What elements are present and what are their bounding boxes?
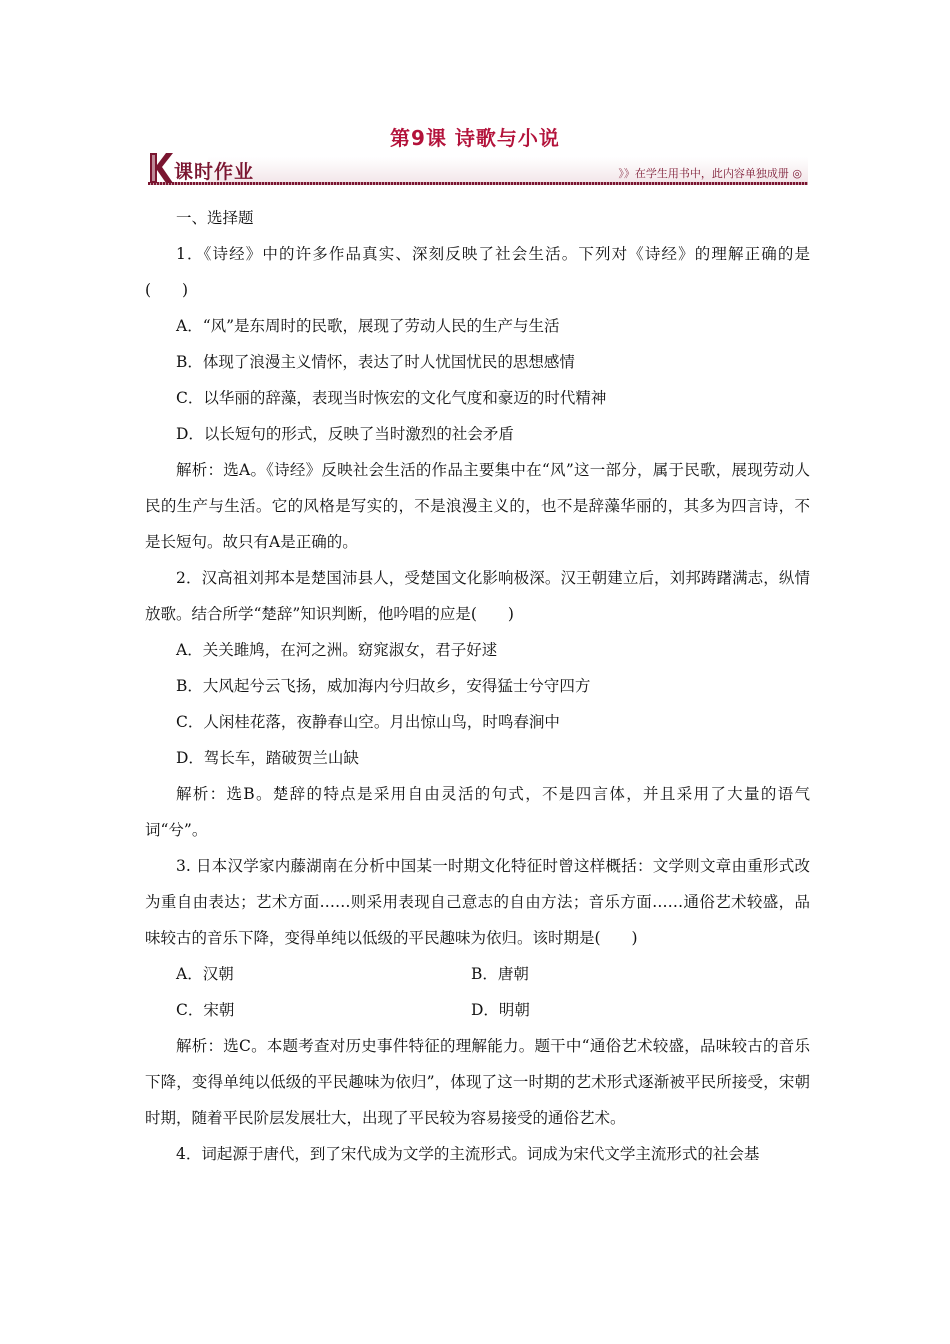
analysis: 解析：选A。《诗经》反映社会生活的作品主要集中在“风”这一部分，属于民歌，展现劳动人民的生产与生活。它的风格是写实的，不是浪漫主义的，也不是辞藻华丽的，其多为四言诗，不是长短句。故只有A是正确的。 [145,461,810,551]
option-a: A．汉朝 [176,965,234,983]
option-c: C．以华丽的辞藻，表现当时恢宏的文化气度和豪迈的时代精神 [176,389,607,407]
option-b: B．体现了浪漫主义情怀，表达了时人忧国忧民的思想感情 [176,353,575,371]
document-body [145,200,810,1172]
option-b: B．唐朝 [471,965,529,983]
option-c: C．宋朝 [176,1001,235,1019]
question-2 [145,560,810,848]
options-row [145,992,810,1028]
question-stem: 2．汉高祖刘邦本是楚国沛县人，受楚国文化影响极深。汉王朝建立后，刘邦踌躇满志，纵情放歌。结合所学“楚辞”知识判断，他吟唱的应是( ) [145,569,810,623]
option-d: D．以长短句的形式，反映了当时激烈的社会矛盾 [176,425,514,443]
option-c: C．人闲桂花落，夜静春山空。月出惊山鸟，时鸣春涧中 [176,713,560,731]
option-d: D．驾长车，踏破贺兰山缺 [176,749,359,767]
question-3 [145,848,810,1136]
question-stem: 1．《诗经》中的许多作品真实、深刻反映了社会生活。下列对《诗经》的理解正确的是( ) [145,245,810,299]
options-row [145,956,810,992]
question-1 [145,236,810,560]
question-stem: 4．词起源于唐代，到了宋代成为文学的主流形式。词成为宋代文学主流形式的社会基 [176,1145,760,1163]
analysis: 解析：选C。本题考查对历史事件特征的理解能力。题干中“通俗艺术较盛，品味较古的音乐下降，变得单纯以低级的平民趣味为依归”，体现了这一时期的艺术形式逐渐被平民所接受，宋朝时期，随着平民阶层发展壮大，出现了平民较为容易接受的通俗艺术。 [145,1037,810,1127]
section-banner [148,151,808,187]
page-title: 第9课 诗歌与小说 [390,126,560,150]
question-4 [145,1136,810,1172]
analysis: 解析：选B。楚辞的特点是采用自由灵活的句式，不是四言体，并且采用了大量的语气词“兮”。 [145,785,810,839]
option-a: A．关关雎鸠，在河之洲。窈窕淑女，君子好逑 [176,641,498,659]
question-stem: 3. 日本汉学家内藤湖南在分析中国某一时期文化特征时曾这样概括：文学则文章由重形式改为重自由表达；艺术方面……则采用表现自己意志的自由方法；音乐方面……通俗艺术较盛，品味较古的音乐下降，变得单纯以低级的平民趣味为依归。该时期是( ) [145,857,810,947]
section-heading: 一、选择题 [176,209,254,227]
option-b: B．大风起兮云飞扬，威加海内兮归故乡，安得猛士兮守四方 [176,677,591,695]
option-a: A．“风”是东周时的民歌，展现了劳动人民的生产与生活 [176,317,560,335]
banner-label: 课时作业 [174,161,255,183]
banner-note: 》》在学生用书中，此内容单独成册 ◎ [618,167,802,180]
option-d: D．明朝 [471,1001,530,1019]
k-logo-icon [148,151,174,185]
